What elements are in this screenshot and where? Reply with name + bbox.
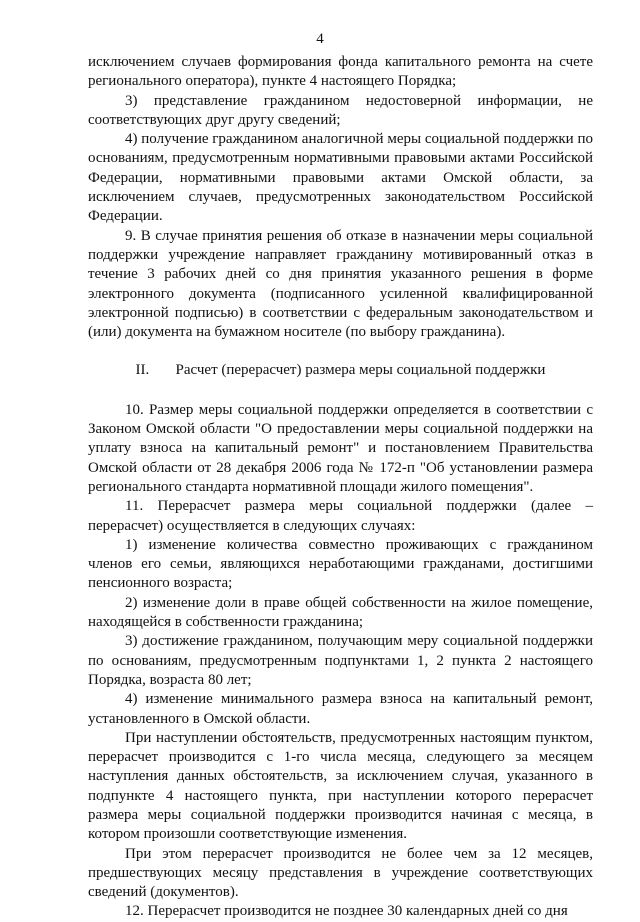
- section-heading: II. Расчет (перерасчет) размера меры социальной поддержки: [135, 362, 546, 379]
- paragraph: 1) изменение количества совместно проживающих с гражданином членов его семьи, являющихся неработающими гражданами, достигшими пенсионного возраста;: [88, 536, 593, 592]
- paragraph: 10. Размер меры социальной поддержки определяется в соответствии с Законом Омской области "О предоставлении меры социальной поддержки на уплату взноса на капитальный ремонт" и постановлением Правительства Омской области от 28 декабря 2006 года № 172-п "Об установлении размера регионального стандарта нормативной площади жилого помещения".: [88, 401, 593, 495]
- page-number: 4: [316, 31, 324, 47]
- document-body: [88, 53, 593, 922]
- paragraph: При этом перерасчет производится не более чем за 12 месяцев, предшествующих месяцу представления в учреждение соответствующих сведений (документов).: [88, 845, 593, 901]
- paragraph: 11. Перерасчет размера меры социальной поддержки (далее – перерасчет) осуществляется в следующих случаях:: [88, 498, 593, 534]
- paragraph: исключением случаев формирования фонда капитального ремонта на счете регионального оператора), пункте 4 настоящего Порядка;: [88, 54, 593, 90]
- paragraph: 2) изменение доли в праве общей собственности на жилое помещение, находящейся в собственности гражданина;: [88, 594, 593, 631]
- paragraph: 4) получение гражданином аналогичной меры социальной поддержки по основаниям, предусмотренным нормативными правовыми актами Российской Федерации, нормативными правовыми актами Омской области, за исключением случаев, предусмотренных законодательством Российской Федерации.: [88, 131, 593, 225]
- paragraph: 3) достижение гражданином, получающим меру социальной поддержки по основаниям, предусмотренным подпунктами 1, 2 пункта 2 настоящего Порядка, возраста 80 лет;: [88, 633, 593, 688]
- paragraph: 4) изменение минимального размера взноса на капитальный ремонт, установленного в Омской области.: [88, 691, 593, 727]
- paragraph: 12. Перерасчет производится не позднее 30 календарных дней со дня: [125, 903, 568, 920]
- paragraph: 9. В случае принятия решения об отказе в назначении меры социальной поддержки учреждение направляет гражданину мотивированный отказ в течение 3 рабочих дней со дня принятия указанного решения в форме электронного документа (подписанного усиленной квалифицированной электронной подписью) в соответствии с федеральным законодательством и (или) документа на бумажном носителе (по выбору гражданина).: [88, 227, 593, 341]
- paragraph: При наступлении обстоятельств, предусмотренных настоящим пунктом, перерасчет производится с 1-го числа месяца, следующего за месяцем наступления данных обстоятельств, за исключением случая, указанного в подпункте 4 настоящего пункта, при наступлении которого перерасчет размера меры социальной поддержки производится начиная с месяца, в котором произошли соответствующие изменения.: [88, 729, 593, 843]
- paragraph: 3) представление гражданином недостоверной информации, не соответствующих друг другу сведений;: [88, 92, 593, 128]
